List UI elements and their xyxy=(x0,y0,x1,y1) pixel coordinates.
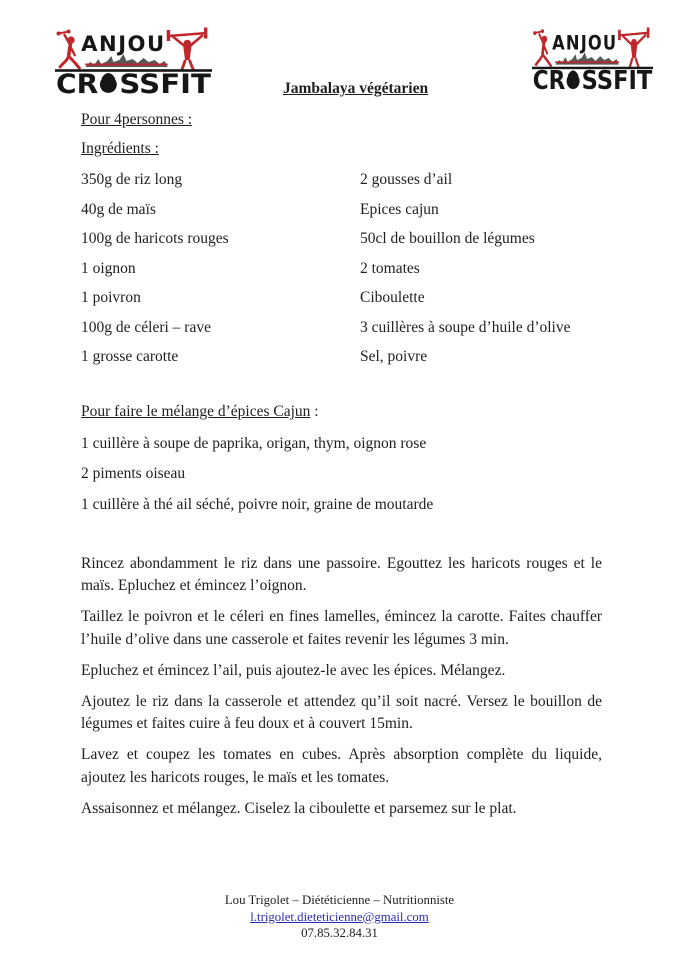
footer-name: Lou Trigolet – Diététicienne – Nutritionniste xyxy=(224,893,455,907)
instruction-paragraph: Epluchez et émincez l’ail, puis ajoutez-le avec les épices. Mélangez. xyxy=(81,661,506,679)
spice-item: 1 cuillère à thé ail séché, poivre noir, graine de moutarde xyxy=(81,495,434,513)
logo-crossfit-text-right-part: SSFIT xyxy=(581,66,653,92)
ingredient-item: 350g de riz long xyxy=(81,171,183,188)
footer-contact-block xyxy=(0,892,679,942)
overhead-press-lifter-icon xyxy=(618,27,649,67)
logo-anjou-text: ANJOU xyxy=(81,31,166,56)
ingredients-column-right xyxy=(360,171,602,378)
ingredient-item: 2 gousses d’ail xyxy=(360,171,453,188)
kettlebell-icon xyxy=(100,75,117,93)
ingredient-item: Sel, poivre xyxy=(360,348,428,365)
spice-item: 2 piments oiseau xyxy=(81,465,186,483)
logo-crossfit-text-right-part: SSFIT xyxy=(119,69,212,96)
footer-email-link[interactable]: l.trigolet.dieteticienne@gmail.com xyxy=(250,909,429,924)
instruction-paragraph: Assaisonnez et mélangez. Ciselez la ciboulette et parsemez sur le plat. xyxy=(81,799,517,817)
ingredient-item: 1 oignon xyxy=(81,259,136,277)
instruction-paragraph: Taillez le poivron et le céleri en fines lamelles, émincez la carotte. Faites chauffer l’huile d’olive dans une casserole et faites revenir les légumes 3 min. xyxy=(81,608,602,648)
servings-heading: Pour 4personnes : xyxy=(81,111,193,128)
spice-item: 1 cuillère à soupe de paprika, origan, thym, oignon rose xyxy=(81,435,427,452)
ingredient-item: 40g de maïs xyxy=(81,200,156,218)
overhead-press-lifter-icon xyxy=(167,28,208,71)
anjou-crossfit-logo-right xyxy=(532,26,653,92)
lunge-lifter-icon xyxy=(533,29,551,66)
anjou-crossfit-logo-graphic xyxy=(55,26,212,96)
ingredient-item: 100g de céleri – rave xyxy=(81,318,211,336)
ingredient-item: 2 tomates xyxy=(360,259,420,277)
ingredient-item: Ciboulette xyxy=(360,289,425,306)
skyline-red-stripe xyxy=(555,61,619,63)
ingredients-column-left xyxy=(81,171,360,378)
ingredient-item: Epices cajun xyxy=(360,200,439,218)
ingredients-heading: Ingrédients : xyxy=(81,140,159,157)
spice-mix-heading-colon: : xyxy=(310,403,319,420)
instructions-section xyxy=(81,553,602,820)
anjou-crossfit-logo-graphic xyxy=(532,26,653,92)
logo-crossfit-text-left-part: CR xyxy=(56,69,99,96)
spice-mix-list xyxy=(81,435,602,526)
spice-mix-heading-text: Pour faire le mélange d’épices Cajun xyxy=(81,403,311,420)
ingredient-item: 100g de haricots rouges xyxy=(81,230,229,247)
footer-phone: 07.85.32.84.31 xyxy=(301,926,378,940)
page-title: Jambalaya végétarien xyxy=(283,80,429,97)
spice-mix-heading xyxy=(81,404,602,420)
ingredient-item: 50cl de bouillon de légumes xyxy=(360,230,535,247)
instruction-paragraph: Lavez et coupez les tomates en cubes. Après absorption complète du liquide, ajoutez les haricots rouges, le maïs et les tomates. xyxy=(81,746,602,786)
instruction-paragraph: Ajoutez le riz dans la casserole et attendez qu’il soit nacré. Versez le bouillon de légumes et faites cuire à feu doux et à couvert 15min. xyxy=(81,692,602,733)
ingredients-columns xyxy=(81,171,602,378)
ingredient-item: 1 grosse carotte xyxy=(81,348,179,365)
anjou-crossfit-logo-left xyxy=(55,26,212,96)
skyline-red-stripe xyxy=(85,64,168,66)
ingredient-item: 1 poivron xyxy=(81,289,141,306)
recipe-content xyxy=(81,112,602,829)
lunge-lifter-icon xyxy=(57,30,81,70)
kettlebell-icon xyxy=(567,72,580,89)
ingredient-item: 3 cuillères à soupe d’huile d’olive xyxy=(360,318,571,336)
logo-crossfit-text-left-part: CR xyxy=(532,66,566,92)
logo-anjou-text: ANJOU xyxy=(552,32,618,56)
instruction-paragraph: Rincez abondamment le riz dans une passoire. Egouttez les haricots rouges et le maïs. Epluchez et émincez l’oignon. xyxy=(81,554,602,595)
